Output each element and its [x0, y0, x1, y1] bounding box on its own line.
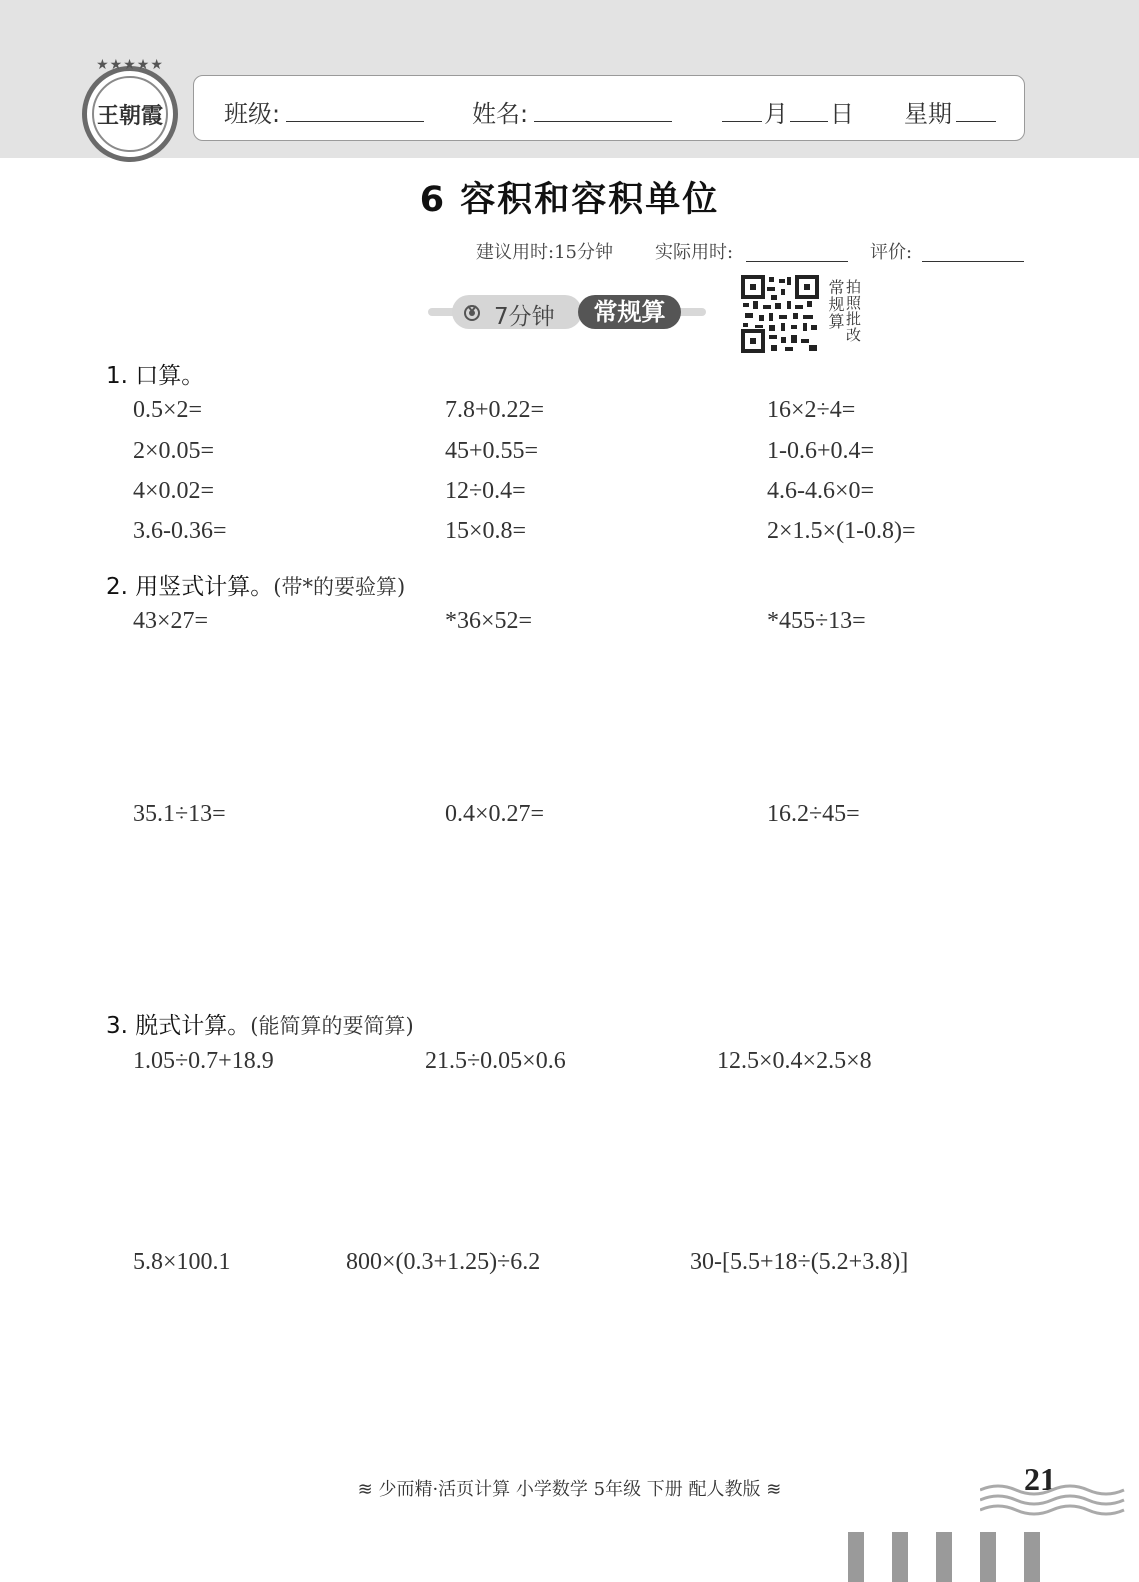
- q2-expr: *36×52=: [445, 608, 533, 634]
- class-field[interactable]: [286, 121, 424, 122]
- month-label: 月: [764, 100, 788, 128]
- actual-time-field[interactable]: [746, 261, 848, 262]
- q3-title: [106, 1007, 414, 1040]
- q2-expr: 16.2÷45=: [767, 801, 860, 827]
- edge-bar: [1024, 1532, 1040, 1582]
- logo-stars: ★★★★★: [96, 57, 164, 73]
- logo-ring: [92, 76, 168, 152]
- weekday-label: 星期: [904, 100, 952, 128]
- month-field[interactable]: [722, 121, 762, 122]
- q1-expr: 3.6-0.36=: [133, 518, 227, 544]
- q3-title-text: 3. 脱式计算。: [106, 1013, 251, 1039]
- time-badge: [452, 295, 582, 329]
- edge-bar: [936, 1532, 952, 1582]
- day-label: 日: [830, 100, 854, 128]
- q2-expr: 43×27=: [133, 608, 209, 634]
- q1-title: 1. 口算。: [106, 363, 205, 389]
- q3-expr: 800×(0.3+1.25)÷6.2: [346, 1249, 541, 1275]
- name-label: 姓名:: [472, 100, 529, 128]
- student-info-box: [193, 75, 1025, 141]
- class-label: 班级:: [224, 100, 281, 128]
- q3-expr: 5.8×100.1: [133, 1249, 231, 1275]
- weekday-field[interactable]: [956, 121, 996, 122]
- suggested-time: 建议用时:15分钟: [476, 242, 613, 263]
- logo-text: 王朝霞: [96, 102, 163, 129]
- publisher-logo: [82, 57, 178, 162]
- q2-expr: *455÷13=: [767, 608, 866, 634]
- q3-expr: 21.5÷0.05×0.6: [425, 1048, 566, 1074]
- footer-text: ≋ 少而精·活页计算 小学数学 5年级 下册 配人教版 ≋: [357, 1479, 782, 1500]
- q1-expr: 15×0.8=: [445, 518, 527, 544]
- qr-side-text-2: 拍照批改: [844, 279, 862, 343]
- q1-expr: 16×2÷4=: [767, 397, 856, 423]
- q1-expr: 1-0.6+0.4=: [767, 438, 875, 464]
- edge-bar: [892, 1532, 908, 1582]
- day-field[interactable]: [790, 121, 828, 122]
- q3-expr: 12.5×0.4×2.5×8: [717, 1048, 872, 1074]
- wave-decoration-icon: [980, 1480, 1130, 1520]
- edge-bar: [980, 1532, 996, 1582]
- q3-expr: 30-[5.5+18÷(5.2+3.8)]: [690, 1249, 909, 1275]
- q2-expr: 35.1÷13=: [133, 801, 226, 827]
- q1-expr: 12÷0.4=: [445, 478, 526, 504]
- qr-code-icon[interactable]: [741, 275, 819, 353]
- page-title: 6 容积和容积单位: [419, 180, 720, 220]
- q1-expr: 4.6-4.6×0=: [767, 478, 875, 504]
- q3-note: (能简算的要简算): [250, 1014, 414, 1038]
- rating-label: 评价:: [870, 242, 913, 263]
- q1-expr: 4×0.02=: [133, 478, 215, 504]
- time-badge-text: 7分钟: [494, 304, 555, 330]
- q3-expr: 1.05÷0.7+18.9: [133, 1048, 274, 1074]
- q1-expr: 7.8+0.22=: [445, 397, 545, 423]
- rating-field[interactable]: [922, 261, 1024, 262]
- q2-expr: 0.4×0.27=: [445, 801, 545, 827]
- q1-expr: 2×0.05=: [133, 438, 215, 464]
- section-label-badge: 常规算: [578, 295, 681, 329]
- actual-time-label: 实际用时:: [655, 242, 734, 263]
- q2-note: (带*的要验算): [273, 575, 406, 599]
- page-number: 21: [1024, 1461, 1056, 1497]
- edge-bar: [848, 1532, 864, 1582]
- q2-title-text: 2. 用竖式计算。: [106, 574, 274, 600]
- q2-title: [106, 568, 405, 601]
- q1-expr: 45+0.55=: [445, 438, 539, 464]
- q1-expr: 2×1.5×(1-0.8)=: [767, 518, 916, 544]
- q1-expr: 0.5×2=: [133, 397, 203, 423]
- qr-side-text-1: 常规算: [826, 279, 845, 330]
- medal-icon: [462, 302, 482, 322]
- name-field[interactable]: [534, 121, 672, 122]
